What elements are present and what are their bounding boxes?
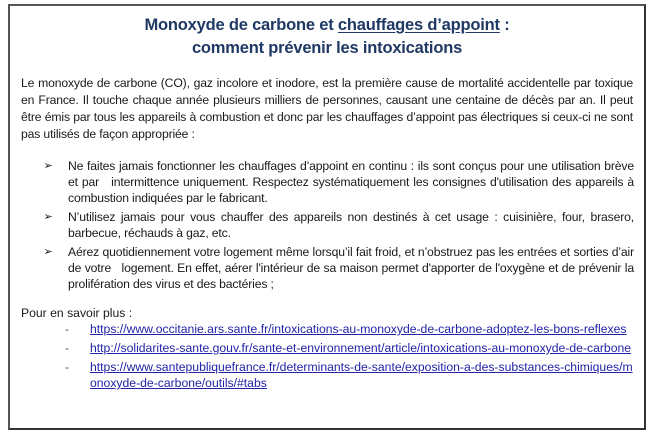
arrowhead-right-icon: ➢ (43, 211, 53, 223)
advice-item (40, 209, 634, 241)
document-box (8, 4, 646, 430)
reference-link-item (65, 340, 635, 356)
title-text: Monoxyde de carbone et (144, 16, 338, 34)
advice-item (40, 244, 634, 292)
reference-link-santepubliquefrance[interactable]: https://www.santepubliquefrance.fr/determinants-de-sante/exposition-a-des-substances-chimiques/monoxyde-de-carbone/outils/#tabs (90, 360, 633, 390)
document-title (10, 14, 644, 60)
title-underlined-text: chauffages d’appoint (337, 16, 500, 34)
title-line-1 (10, 14, 644, 37)
reference-link-occitanie[interactable]: https://www.occitanie.ars.sante.fr/intoxications-au-monoxyde-de-carbone-adoptez-les-bons-reflexes (90, 322, 627, 336)
advice-item (40, 158, 634, 206)
advice-text: Ne faites jamais fonctionner les chauffages d’appoint en continu : ils sont conçus pour une utilisation brève et par intermittence uniquement. Respectez systématiquement les consignes d'utilisation des appareils à combustion indiquées par le fabricant. (68, 159, 634, 205)
arrowhead-right-icon: ➢ (43, 246, 53, 258)
dash-marker: - (65, 322, 70, 336)
dash-marker: - (65, 341, 70, 355)
advice-text: Aérez quotidiennement votre logement même lorsqu’il fait froid, et n’obstruez pas les entrées et sorties d’air de votre logement. En effet, aérer l'intérieur de sa maison permet d'apporter de l'oxygène et de prévenir la prolifération des virus et des bactéries ; (68, 245, 634, 291)
reference-links-list (65, 321, 635, 394)
reference-link-item (65, 359, 635, 391)
advice-text: N’utilisez jamais pour vous chauffer des appareils non destinés à cet usage : cuisinière, four, brasero, barbecue, réchauds à gaz, etc. (68, 210, 634, 240)
reference-link-solidarites-sante[interactable]: http://solidarites-sante.gouv.fr/sante-et-environnement/article/intoxications-au-monoxyde-de-carbone (90, 341, 632, 355)
advice-list (40, 158, 634, 295)
dash-marker: - (65, 360, 70, 374)
reference-link-item (65, 321, 635, 337)
arrowhead-right-icon: ➢ (43, 160, 53, 172)
more-info-label: Pour en savoir plus : (21, 306, 133, 320)
title-colon: : (499, 16, 510, 34)
intro-paragraph: Le monoxyde de carbone (CO), gaz incolore et inodore, est la première cause de mortalité accidentelle par toxique en France. Il touche chaque année plusieurs milliers de personnes, causant une centaine de décès par an. Il peut être émis par tous les appareils à combustion et donc par les chauffages d’appoint pas électriques si ceux-ci ne sont pas utilisés de façon appropriée : (21, 76, 633, 141)
title-line-2: comment prévenir les intoxications (191, 39, 463, 57)
